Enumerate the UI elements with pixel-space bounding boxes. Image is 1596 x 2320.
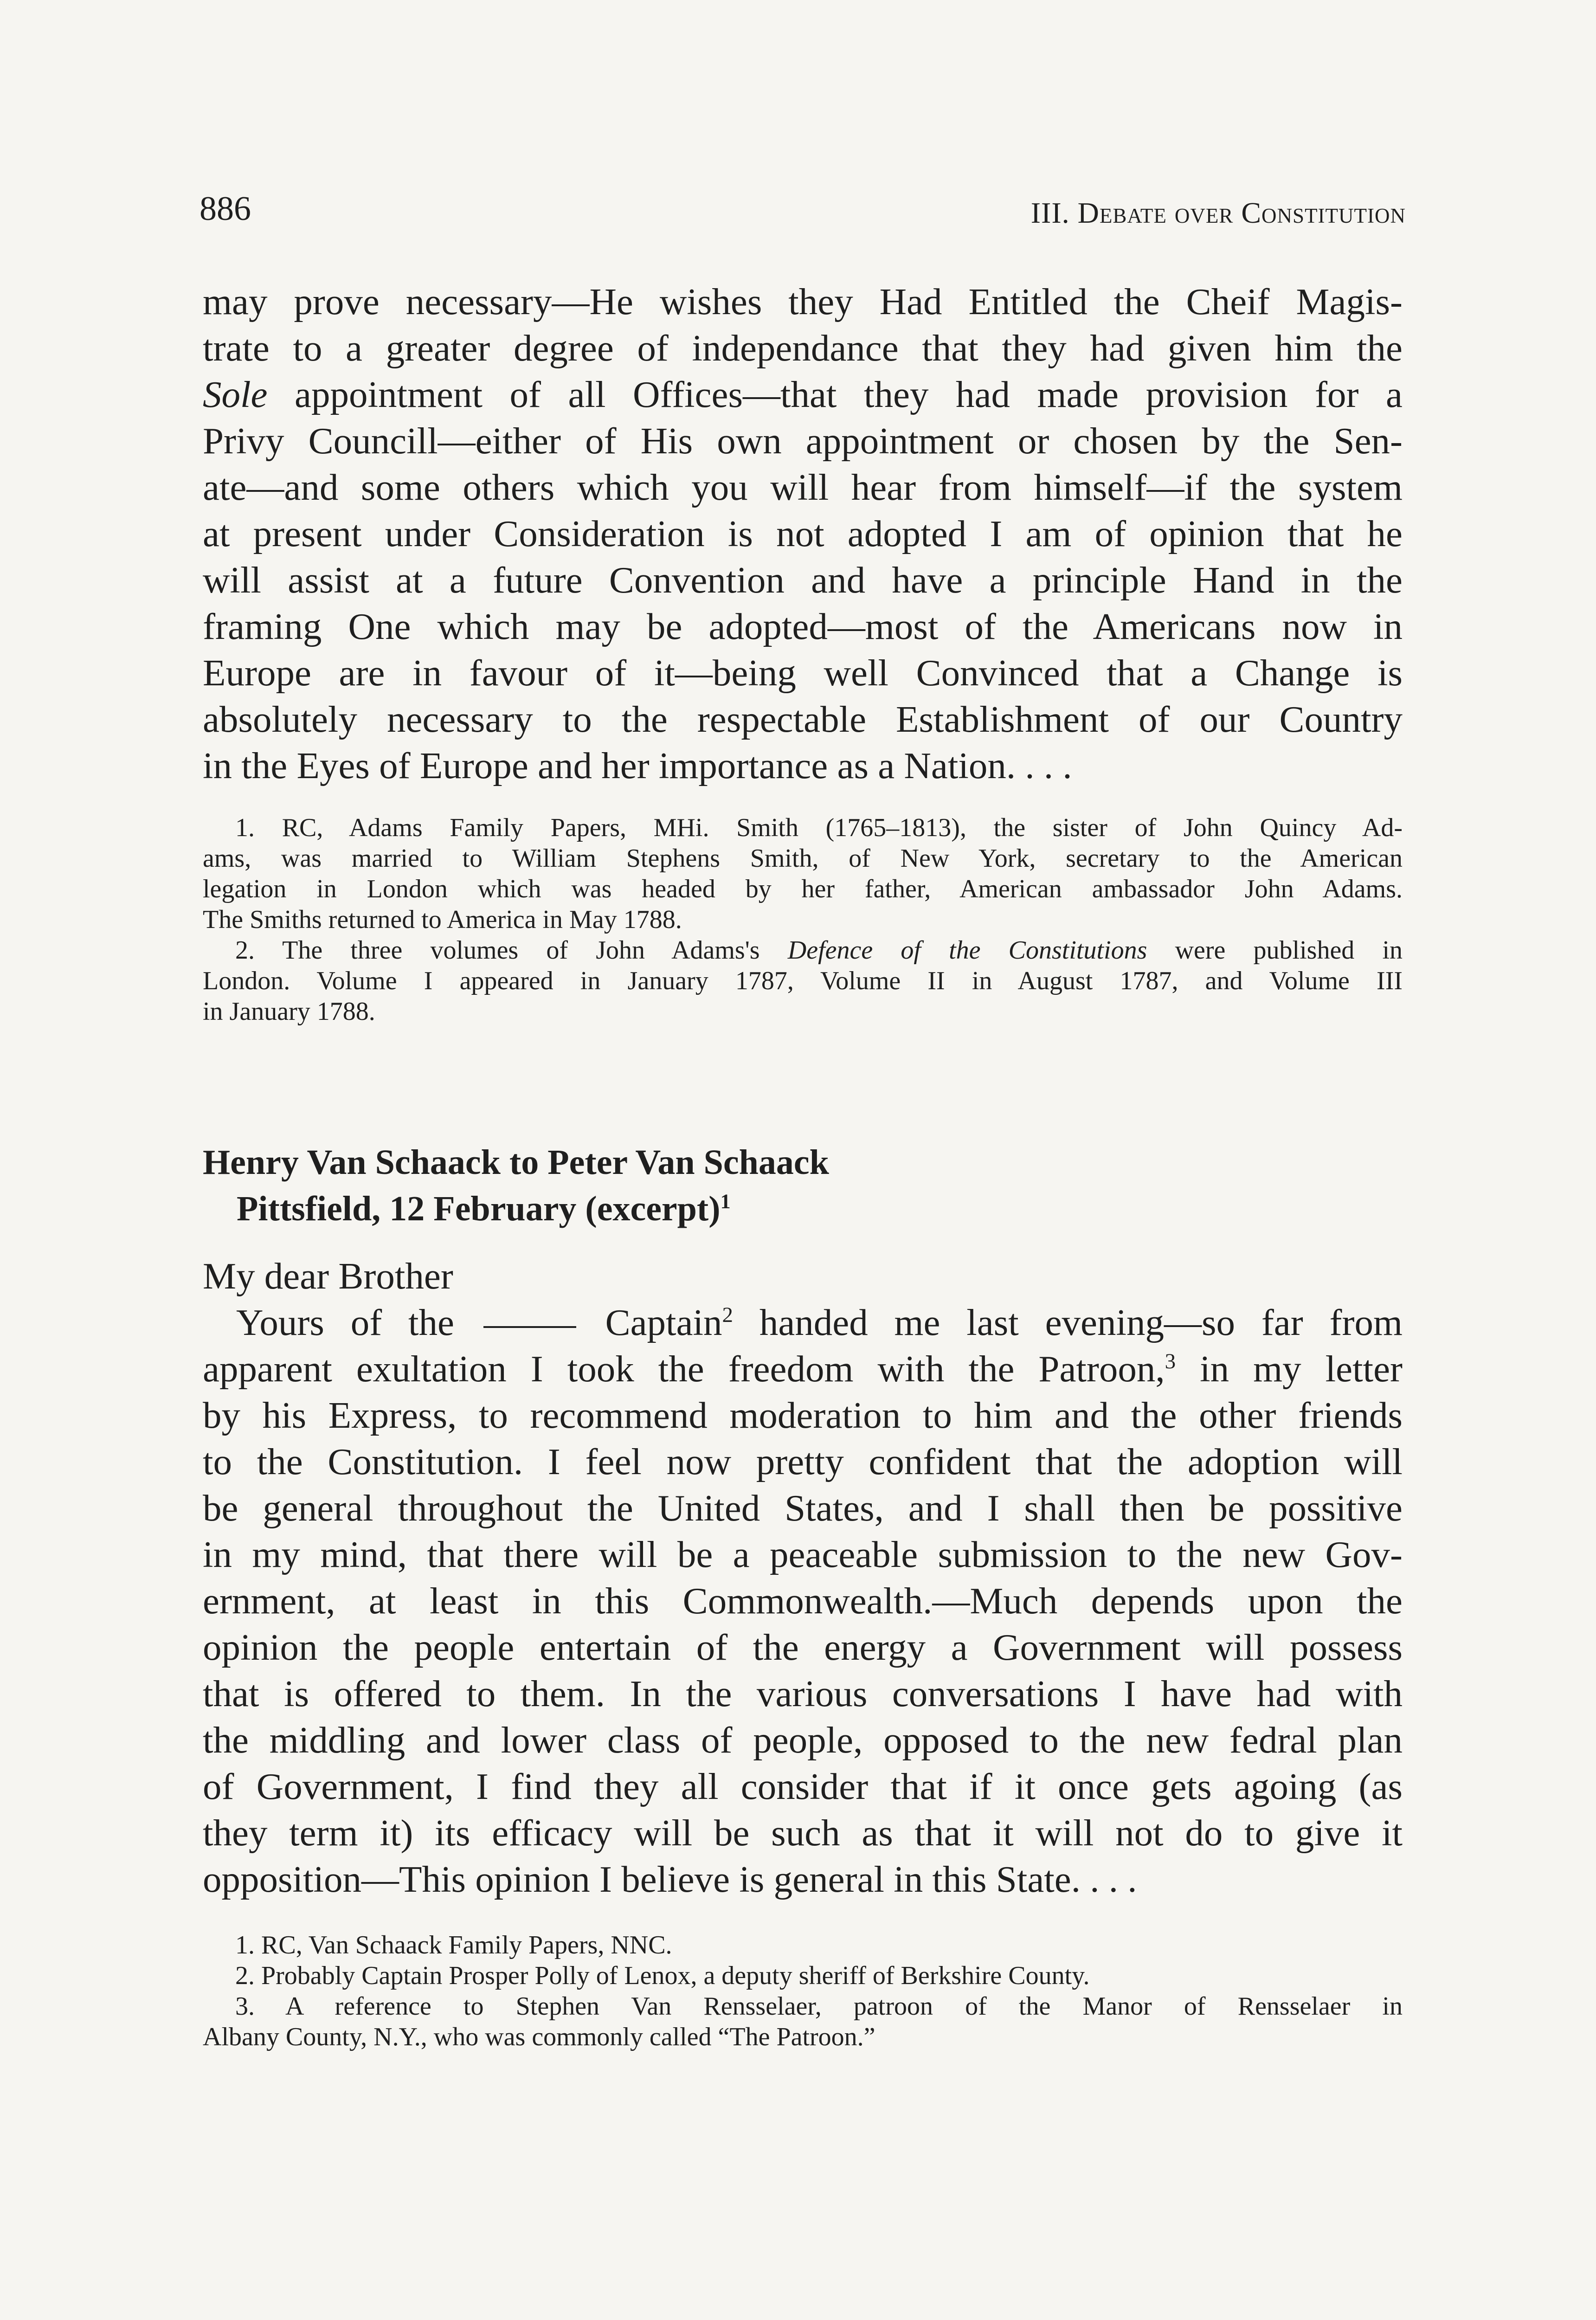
footnote-line: London. Volume I appeared in January 1787, Volume II in August 1787, and Volume III bbox=[203, 967, 1403, 995]
footnote-line: 2. Probably Captain Prosper Polly of Lenox, a deputy sheriff of Berkshire County. bbox=[235, 1961, 1090, 1990]
body-line: may prove necessary—He wishes they Had Entitled the Cheif Magis- bbox=[203, 281, 1403, 322]
body-line: trate to a greater degree of independance that they had given him the bbox=[203, 327, 1403, 369]
body-line: that is offered to them. In the various conversations I have had with bbox=[203, 1673, 1403, 1714]
body-line: will assist at a future Convention and have a principle Hand in the bbox=[203, 559, 1403, 601]
body-line: apparent exultation I took the freedom with the Patroon,$^3$ in my letter bbox=[203, 1348, 1403, 1390]
body-line: Sole appointment of all Offices—that they had made provision for a bbox=[203, 374, 1403, 415]
body-line: opinion the people entertain of the energy a Government will possess bbox=[203, 1626, 1403, 1668]
body-line: be general throughout the United States, and I shall then be possitive bbox=[203, 1487, 1403, 1529]
body-line: Yours of the Captain$^2$ handed me last evening—so far from bbox=[236, 1302, 1403, 1343]
footnote-line: in January 1788. bbox=[203, 997, 375, 1026]
body-line: by his Express, to recommend moderation to him and the other friends bbox=[203, 1394, 1403, 1436]
salutation: My dear Brother bbox=[203, 1255, 453, 1297]
footnote-line: 1. RC, Van Schaack Family Papers, NNC. bbox=[235, 1931, 672, 1959]
page-number: 886 bbox=[200, 190, 251, 228]
footnote-line: legation in London which was headed by her father, American ambassador John Adams. bbox=[203, 875, 1403, 903]
blank-line bbox=[483, 1324, 576, 1328]
body-line: Europe are in favour of it—being well Convinced that a Change is bbox=[203, 652, 1403, 694]
italic-title: Defence of the Constitutions bbox=[787, 936, 1147, 965]
body-line: opposition—This opinion I believe is general in this State. . . . bbox=[203, 1858, 1137, 1900]
footnote-line: 1. RC, Adams Family Papers, MHi. Smith (1765–1813), the sister of John Quincy Ad- bbox=[235, 813, 1403, 842]
footnote-ref: 1 bbox=[720, 1190, 731, 1213]
footnote-line: 2. The three volumes of John Adams's Defence of the Constitutions were published in bbox=[235, 936, 1403, 965]
footnote-line: 3. A reference to Stephen Van Rensselaer, patroon of the Manor of Rensselaer in bbox=[235, 1992, 1403, 2021]
letter-subtitle: Pittsfield, 12 February (excerpt)$^1$ bbox=[237, 1189, 731, 1228]
footnote-line: ams, was married to William Stephens Smith, of New York, secretary to the American bbox=[203, 844, 1403, 873]
body-line: they term it) its efficacy will be such as that it will not do to give it bbox=[203, 1812, 1403, 1854]
body-line: the middling and lower class of people, opposed to the new fedral plan bbox=[203, 1719, 1403, 1761]
body-line: ate—and some others which you will hear from himself—if the system bbox=[203, 466, 1403, 508]
letter-title: Henry Van Schaack to Peter Van Schaack bbox=[203, 1143, 829, 1182]
body-line: in my mind, that there will be a peaceable submission to the new Gov- bbox=[203, 1534, 1403, 1575]
body-line: of Government, I find they all consider that if it once gets agoing (as bbox=[203, 1766, 1403, 1807]
footnote-ref: 3 bbox=[1165, 1349, 1176, 1373]
body-line: at present under Consideration is not adopted I am of opinion that he bbox=[203, 513, 1403, 554]
italic-word: Sole bbox=[203, 374, 268, 415]
body-line: Privy Councill—either of His own appointment or chosen by the Sen- bbox=[203, 420, 1403, 462]
body-line: to the Constitution. I feel now pretty confident that the adoption will bbox=[203, 1441, 1403, 1482]
footnote-ref: 2 bbox=[722, 1303, 733, 1327]
body-line: framing One which may be adopted—most of the Americans now in bbox=[203, 606, 1403, 647]
running-head: III. Debate over Constitution bbox=[1030, 196, 1406, 229]
body-line: in the Eyes of Europe and her importance as a Nation. . . . bbox=[203, 745, 1072, 786]
body-line: ernment, at least in this Commonwealth.—Much depends upon the bbox=[203, 1580, 1403, 1622]
footnote-line: Albany County, N.Y., who was commonly called “The Patroon.” bbox=[203, 2023, 875, 2051]
body-line: absolutely necessary to the respectable Establishment of our Country bbox=[203, 698, 1403, 740]
footnote-line: The Smiths returned to America in May 1788. bbox=[203, 905, 682, 934]
